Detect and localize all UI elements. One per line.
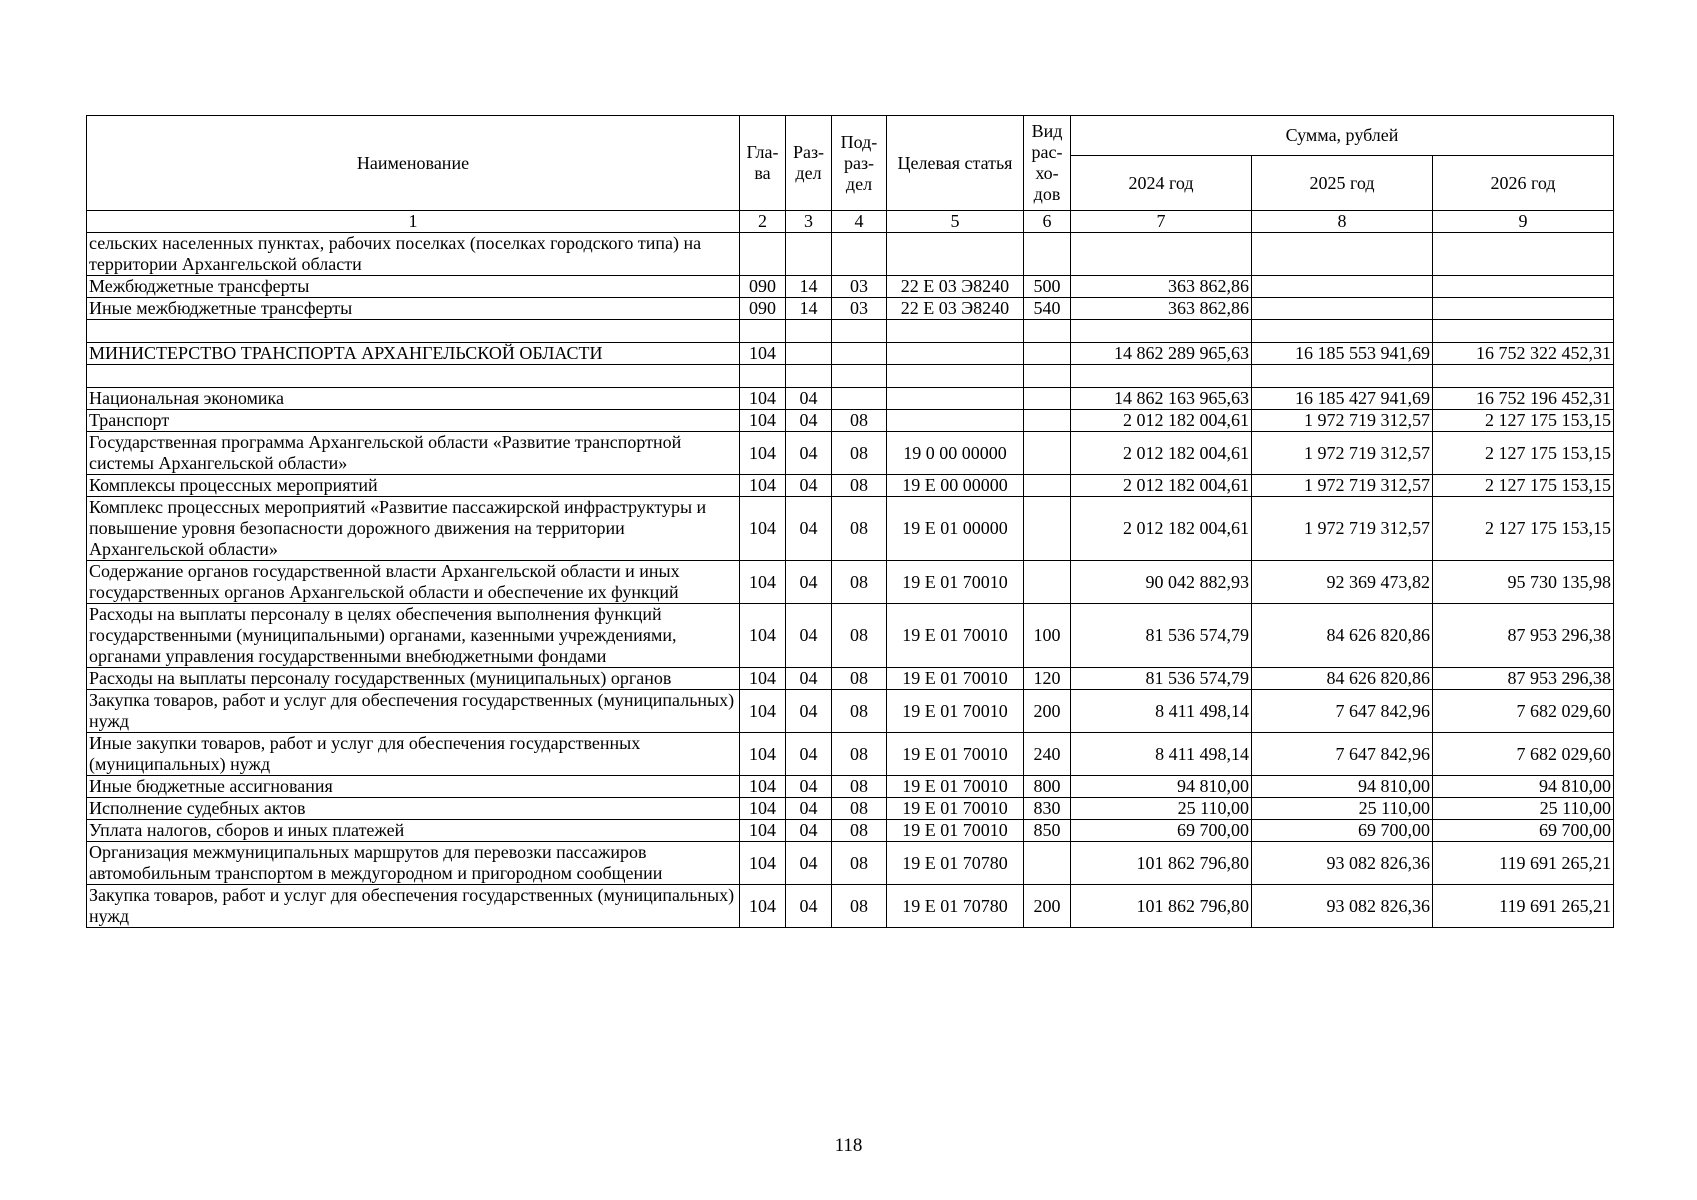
table-row bbox=[87, 475, 1614, 497]
cell-subsection: 08 bbox=[832, 690, 887, 733]
header-name: Наименование bbox=[87, 116, 740, 211]
cell-name: Организация межмуниципальных маршрутов для перевозки пассажиров автомобильным транспортом в междугородном и пригородном сообщении bbox=[87, 842, 740, 885]
table-row bbox=[87, 276, 1614, 298]
cell-subsection bbox=[832, 320, 887, 343]
cell-subsection: 08 bbox=[832, 798, 887, 820]
cell-name: Уплата налогов, сборов и иных платежей bbox=[87, 820, 740, 842]
cell-expense-type: 200 bbox=[1024, 885, 1071, 928]
cell-amount-2025: 69 700,00 bbox=[1252, 820, 1433, 842]
cell-amount-2024: 8 411 498,14 bbox=[1071, 690, 1252, 733]
cell-amount-2024 bbox=[1071, 233, 1252, 276]
cell-chapter: 104 bbox=[740, 497, 786, 561]
column-number: 9 bbox=[1433, 211, 1614, 233]
cell-expense-type bbox=[1024, 561, 1071, 604]
cell-chapter: 104 bbox=[740, 475, 786, 497]
table-row bbox=[87, 388, 1614, 410]
cell-amount-2024: 2 012 182 004,61 bbox=[1071, 497, 1252, 561]
header-section: Раз-дел bbox=[786, 116, 832, 211]
cell-amount-2025: 7 647 842,96 bbox=[1252, 690, 1433, 733]
cell-expense-type: 100 bbox=[1024, 604, 1071, 668]
cell-amount-2026: 95 730 135,98 bbox=[1433, 561, 1614, 604]
cell-expense-type bbox=[1024, 343, 1071, 365]
cell-amount-2024: 101 862 796,80 bbox=[1071, 885, 1252, 928]
cell-amount-2026 bbox=[1433, 320, 1614, 343]
cell-amount-2025: 1 972 719 312,57 bbox=[1252, 410, 1433, 432]
cell-name: Комплекс процессных мероприятий «Развитие пассажирской инфраструктуры и повышение уровня безопасности дорожного движения на территории Архангельской области» bbox=[87, 497, 740, 561]
cell-name: Межбюджетные трансферты bbox=[87, 276, 740, 298]
table-row bbox=[87, 885, 1614, 928]
table-row bbox=[87, 798, 1614, 820]
cell-amount-2025: 94 810,00 bbox=[1252, 776, 1433, 798]
table-header bbox=[87, 116, 1614, 233]
header-year-2025: 2025 год bbox=[1252, 156, 1433, 211]
cell-name: Закупка товаров, работ и услуг для обеспечения государственных (муниципальных) нужд bbox=[87, 885, 740, 928]
cell-amount-2025 bbox=[1252, 320, 1433, 343]
cell-section bbox=[786, 233, 832, 276]
cell-amount-2025: 1 972 719 312,57 bbox=[1252, 432, 1433, 475]
cell-amount-2026: 87 953 296,38 bbox=[1433, 604, 1614, 668]
cell-target-article: 19 Е 01 70010 bbox=[887, 733, 1024, 776]
table-row bbox=[87, 432, 1614, 475]
cell-section: 04 bbox=[786, 885, 832, 928]
cell-section: 04 bbox=[786, 820, 832, 842]
cell-amount-2024: 8 411 498,14 bbox=[1071, 733, 1252, 776]
table-row bbox=[87, 320, 1614, 343]
cell-amount-2025 bbox=[1252, 298, 1433, 320]
cell-amount-2026 bbox=[1433, 276, 1614, 298]
cell-subsection: 08 bbox=[832, 885, 887, 928]
cell-amount-2026: 119 691 265,21 bbox=[1433, 885, 1614, 928]
cell-name: Исполнение судебных актов bbox=[87, 798, 740, 820]
cell-chapter: 104 bbox=[740, 842, 786, 885]
cell-expense-type bbox=[1024, 233, 1071, 276]
cell-expense-type bbox=[1024, 842, 1071, 885]
cell-target-article bbox=[887, 320, 1024, 343]
cell-chapter bbox=[740, 320, 786, 343]
cell-name: Иные межбюджетные трансферты bbox=[87, 298, 740, 320]
cell-chapter: 090 bbox=[740, 298, 786, 320]
table-row bbox=[87, 365, 1614, 388]
cell-amount-2024: 81 536 574,79 bbox=[1071, 604, 1252, 668]
cell-expense-type: 540 bbox=[1024, 298, 1071, 320]
cell-name: МИНИСТЕРСТВО ТРАНСПОРТА АРХАНГЕЛЬСКОЙ ОБЛАСТИ bbox=[87, 343, 740, 365]
cell-section: 14 bbox=[786, 276, 832, 298]
cell-section: 04 bbox=[786, 604, 832, 668]
cell-subsection: 03 bbox=[832, 276, 887, 298]
cell-amount-2024: 90 042 882,93 bbox=[1071, 561, 1252, 604]
table-row bbox=[87, 604, 1614, 668]
cell-subsection bbox=[832, 233, 887, 276]
cell-chapter: 104 bbox=[740, 885, 786, 928]
cell-amount-2024: 94 810,00 bbox=[1071, 776, 1252, 798]
cell-name bbox=[87, 320, 740, 343]
header-target-article: Целевая статья bbox=[887, 116, 1024, 211]
cell-name: Транспорт bbox=[87, 410, 740, 432]
cell-amount-2026: 16 752 322 452,31 bbox=[1433, 343, 1614, 365]
cell-name: сельских населенных пунктах, рабочих поселках (поселках городского типа) на территории Архангельской области bbox=[87, 233, 740, 276]
cell-expense-type bbox=[1024, 432, 1071, 475]
page-number: 118 bbox=[834, 1135, 863, 1156]
column-number: 1 bbox=[87, 211, 740, 233]
cell-amount-2024: 14 862 289 965,63 bbox=[1071, 343, 1252, 365]
cell-chapter: 104 bbox=[740, 604, 786, 668]
cell-expense-type: 850 bbox=[1024, 820, 1071, 842]
cell-amount-2026: 119 691 265,21 bbox=[1433, 842, 1614, 885]
header-chapter: Гла-ва bbox=[740, 116, 786, 211]
cell-amount-2026 bbox=[1433, 298, 1614, 320]
cell-section: 04 bbox=[786, 432, 832, 475]
cell-target-article: 19 Е 01 70010 bbox=[887, 820, 1024, 842]
budget-table bbox=[86, 115, 1614, 928]
table-row bbox=[87, 497, 1614, 561]
cell-target-article: 19 Е 01 70010 bbox=[887, 604, 1024, 668]
cell-amount-2026: 2 127 175 153,15 bbox=[1433, 432, 1614, 475]
cell-target-article: 19 Е 01 00000 bbox=[887, 497, 1024, 561]
table-row bbox=[87, 733, 1614, 776]
cell-chapter bbox=[740, 365, 786, 388]
cell-amount-2026 bbox=[1433, 365, 1614, 388]
column-number: 6 bbox=[1024, 211, 1071, 233]
cell-amount-2026: 2 127 175 153,15 bbox=[1433, 497, 1614, 561]
cell-subsection: 08 bbox=[832, 432, 887, 475]
cell-amount-2024: 25 110,00 bbox=[1071, 798, 1252, 820]
cell-amount-2024: 2 012 182 004,61 bbox=[1071, 410, 1252, 432]
cell-target-article: 22 Е 03 Э8240 bbox=[887, 298, 1024, 320]
cell-target-article bbox=[887, 388, 1024, 410]
cell-amount-2026 bbox=[1433, 233, 1614, 276]
header-year-2026: 2026 год bbox=[1433, 156, 1614, 211]
header-sum: Сумма, рублей bbox=[1071, 116, 1614, 156]
cell-amount-2024: 14 862 163 965,63 bbox=[1071, 388, 1252, 410]
column-number: 2 bbox=[740, 211, 786, 233]
cell-expense-type bbox=[1024, 320, 1071, 343]
cell-chapter: 090 bbox=[740, 276, 786, 298]
cell-target-article: 19 Е 01 70010 bbox=[887, 776, 1024, 798]
cell-section bbox=[786, 320, 832, 343]
cell-expense-type: 830 bbox=[1024, 798, 1071, 820]
cell-subsection: 08 bbox=[832, 776, 887, 798]
cell-subsection: 03 bbox=[832, 298, 887, 320]
cell-amount-2025: 93 082 826,36 bbox=[1252, 885, 1433, 928]
cell-expense-type bbox=[1024, 365, 1071, 388]
cell-subsection: 08 bbox=[832, 733, 887, 776]
cell-chapter: 104 bbox=[740, 432, 786, 475]
cell-amount-2025: 16 185 553 941,69 bbox=[1252, 343, 1433, 365]
cell-chapter bbox=[740, 233, 786, 276]
cell-amount-2026: 87 953 296,38 bbox=[1433, 668, 1614, 690]
cell-name bbox=[87, 365, 740, 388]
cell-target-article: 19 Е 01 70010 bbox=[887, 668, 1024, 690]
cell-amount-2025: 92 369 473,82 bbox=[1252, 561, 1433, 604]
cell-section: 04 bbox=[786, 475, 832, 497]
cell-chapter: 104 bbox=[740, 776, 786, 798]
cell-chapter: 104 bbox=[740, 668, 786, 690]
cell-target-article: 19 Е 00 00000 bbox=[887, 475, 1024, 497]
cell-section bbox=[786, 365, 832, 388]
cell-subsection bbox=[832, 365, 887, 388]
cell-amount-2024: 81 536 574,79 bbox=[1071, 668, 1252, 690]
cell-name: Национальная экономика bbox=[87, 388, 740, 410]
cell-amount-2026: 7 682 029,60 bbox=[1433, 690, 1614, 733]
cell-section: 04 bbox=[786, 388, 832, 410]
table-row bbox=[87, 561, 1614, 604]
cell-subsection: 08 bbox=[832, 820, 887, 842]
cell-name: Закупка товаров, работ и услуг для обеспечения государственных (муниципальных) нужд bbox=[87, 690, 740, 733]
cell-amount-2026: 2 127 175 153,15 bbox=[1433, 475, 1614, 497]
cell-amount-2026: 7 682 029,60 bbox=[1433, 733, 1614, 776]
cell-chapter: 104 bbox=[740, 561, 786, 604]
cell-subsection: 08 bbox=[832, 604, 887, 668]
cell-subsection: 08 bbox=[832, 842, 887, 885]
cell-expense-type bbox=[1024, 410, 1071, 432]
cell-chapter: 104 bbox=[740, 388, 786, 410]
cell-section: 04 bbox=[786, 497, 832, 561]
cell-name: Содержание органов государственной власти Архангельской области и иных государственных органов Архангельской области и обеспечение их функций bbox=[87, 561, 740, 604]
cell-amount-2026: 25 110,00 bbox=[1433, 798, 1614, 820]
cell-name: Иные закупки товаров, работ и услуг для обеспечения государственных (муниципальных) нужд bbox=[87, 733, 740, 776]
table-row bbox=[87, 842, 1614, 885]
cell-target-article bbox=[887, 233, 1024, 276]
cell-section: 04 bbox=[786, 733, 832, 776]
cell-subsection: 08 bbox=[832, 410, 887, 432]
cell-section: 14 bbox=[786, 298, 832, 320]
cell-chapter: 104 bbox=[740, 343, 786, 365]
table-row bbox=[87, 343, 1614, 365]
header-year-2024: 2024 год bbox=[1071, 156, 1252, 211]
header-expense-type: Вид рас-хо-дов bbox=[1024, 116, 1071, 211]
cell-target-article: 19 Е 01 70010 bbox=[887, 690, 1024, 733]
cell-amount-2024: 363 862,86 bbox=[1071, 298, 1252, 320]
column-number-row bbox=[87, 211, 1614, 233]
cell-chapter: 104 bbox=[740, 798, 786, 820]
cell-chapter: 104 bbox=[740, 410, 786, 432]
cell-name: Комплексы процессных мероприятий bbox=[87, 475, 740, 497]
cell-amount-2024: 2 012 182 004,61 bbox=[1071, 432, 1252, 475]
cell-target-article: 19 Е 01 70010 bbox=[887, 561, 1024, 604]
table-row bbox=[87, 410, 1614, 432]
cell-amount-2025 bbox=[1252, 233, 1433, 276]
cell-amount-2025: 16 185 427 941,69 bbox=[1252, 388, 1433, 410]
cell-section: 04 bbox=[786, 561, 832, 604]
cell-section bbox=[786, 343, 832, 365]
cell-subsection: 08 bbox=[832, 668, 887, 690]
column-number: 7 bbox=[1071, 211, 1252, 233]
cell-section: 04 bbox=[786, 690, 832, 733]
cell-target-article bbox=[887, 343, 1024, 365]
table-body bbox=[87, 233, 1614, 928]
cell-expense-type: 200 bbox=[1024, 690, 1071, 733]
cell-amount-2025 bbox=[1252, 276, 1433, 298]
cell-name: Государственная программа Архангельской области «Развитие транспортной системы Архангельской области» bbox=[87, 432, 740, 475]
cell-section: 04 bbox=[786, 410, 832, 432]
cell-section: 04 bbox=[786, 668, 832, 690]
cell-chapter: 104 bbox=[740, 690, 786, 733]
cell-amount-2026: 69 700,00 bbox=[1433, 820, 1614, 842]
cell-amount-2025: 93 082 826,36 bbox=[1252, 842, 1433, 885]
cell-expense-type bbox=[1024, 388, 1071, 410]
cell-section: 04 bbox=[786, 842, 832, 885]
header-subsection: Под-раз-дел bbox=[832, 116, 887, 211]
cell-amount-2024: 363 862,86 bbox=[1071, 276, 1252, 298]
cell-amount-2024: 69 700,00 bbox=[1071, 820, 1252, 842]
cell-amount-2025: 1 972 719 312,57 bbox=[1252, 497, 1433, 561]
column-number: 3 bbox=[786, 211, 832, 233]
cell-amount-2025: 7 647 842,96 bbox=[1252, 733, 1433, 776]
cell-amount-2025: 84 626 820,86 bbox=[1252, 604, 1433, 668]
cell-amount-2024 bbox=[1071, 365, 1252, 388]
cell-expense-type: 240 bbox=[1024, 733, 1071, 776]
table-row bbox=[87, 690, 1614, 733]
table-row bbox=[87, 233, 1614, 276]
table-row bbox=[87, 820, 1614, 842]
cell-target-article: 22 Е 03 Э8240 bbox=[887, 276, 1024, 298]
cell-subsection: 08 bbox=[832, 497, 887, 561]
cell-section: 04 bbox=[786, 776, 832, 798]
cell-expense-type bbox=[1024, 497, 1071, 561]
cell-amount-2026: 16 752 196 452,31 bbox=[1433, 388, 1614, 410]
cell-amount-2024: 2 012 182 004,61 bbox=[1071, 475, 1252, 497]
cell-section: 04 bbox=[786, 798, 832, 820]
cell-amount-2025 bbox=[1252, 365, 1433, 388]
cell-expense-type: 800 bbox=[1024, 776, 1071, 798]
cell-amount-2025: 84 626 820,86 bbox=[1252, 668, 1433, 690]
table-row bbox=[87, 298, 1614, 320]
cell-amount-2025: 25 110,00 bbox=[1252, 798, 1433, 820]
cell-name: Расходы на выплаты персоналу в целях обеспечения выполнения функций государственными (муниципальными) органами, казенными учреждениями, органами управления государственными внебюджетными фондами bbox=[87, 604, 740, 668]
cell-chapter: 104 bbox=[740, 733, 786, 776]
cell-amount-2024 bbox=[1071, 320, 1252, 343]
cell-target-article: 19 0 00 00000 bbox=[887, 432, 1024, 475]
cell-expense-type: 500 bbox=[1024, 276, 1071, 298]
cell-subsection bbox=[832, 388, 887, 410]
cell-target-article: 19 Е 01 70780 bbox=[887, 842, 1024, 885]
cell-subsection bbox=[832, 343, 887, 365]
cell-expense-type bbox=[1024, 475, 1071, 497]
cell-amount-2026: 2 127 175 153,15 bbox=[1433, 410, 1614, 432]
cell-target-article: 19 Е 01 70780 bbox=[887, 885, 1024, 928]
cell-chapter: 104 bbox=[740, 820, 786, 842]
cell-expense-type: 120 bbox=[1024, 668, 1071, 690]
column-number: 5 bbox=[887, 211, 1024, 233]
cell-name: Иные бюджетные ассигнования bbox=[87, 776, 740, 798]
cell-subsection: 08 bbox=[832, 561, 887, 604]
cell-target-article bbox=[887, 410, 1024, 432]
table-row bbox=[87, 668, 1614, 690]
cell-name: Расходы на выплаты персоналу государственных (муниципальных) органов bbox=[87, 668, 740, 690]
column-number: 8 bbox=[1252, 211, 1433, 233]
cell-amount-2026: 94 810,00 bbox=[1433, 776, 1614, 798]
column-number: 4 bbox=[832, 211, 887, 233]
cell-amount-2025: 1 972 719 312,57 bbox=[1252, 475, 1433, 497]
cell-target-article bbox=[887, 365, 1024, 388]
cell-subsection: 08 bbox=[832, 475, 887, 497]
cell-amount-2024: 101 862 796,80 bbox=[1071, 842, 1252, 885]
table-row bbox=[87, 776, 1614, 798]
cell-target-article: 19 Е 01 70010 bbox=[887, 798, 1024, 820]
